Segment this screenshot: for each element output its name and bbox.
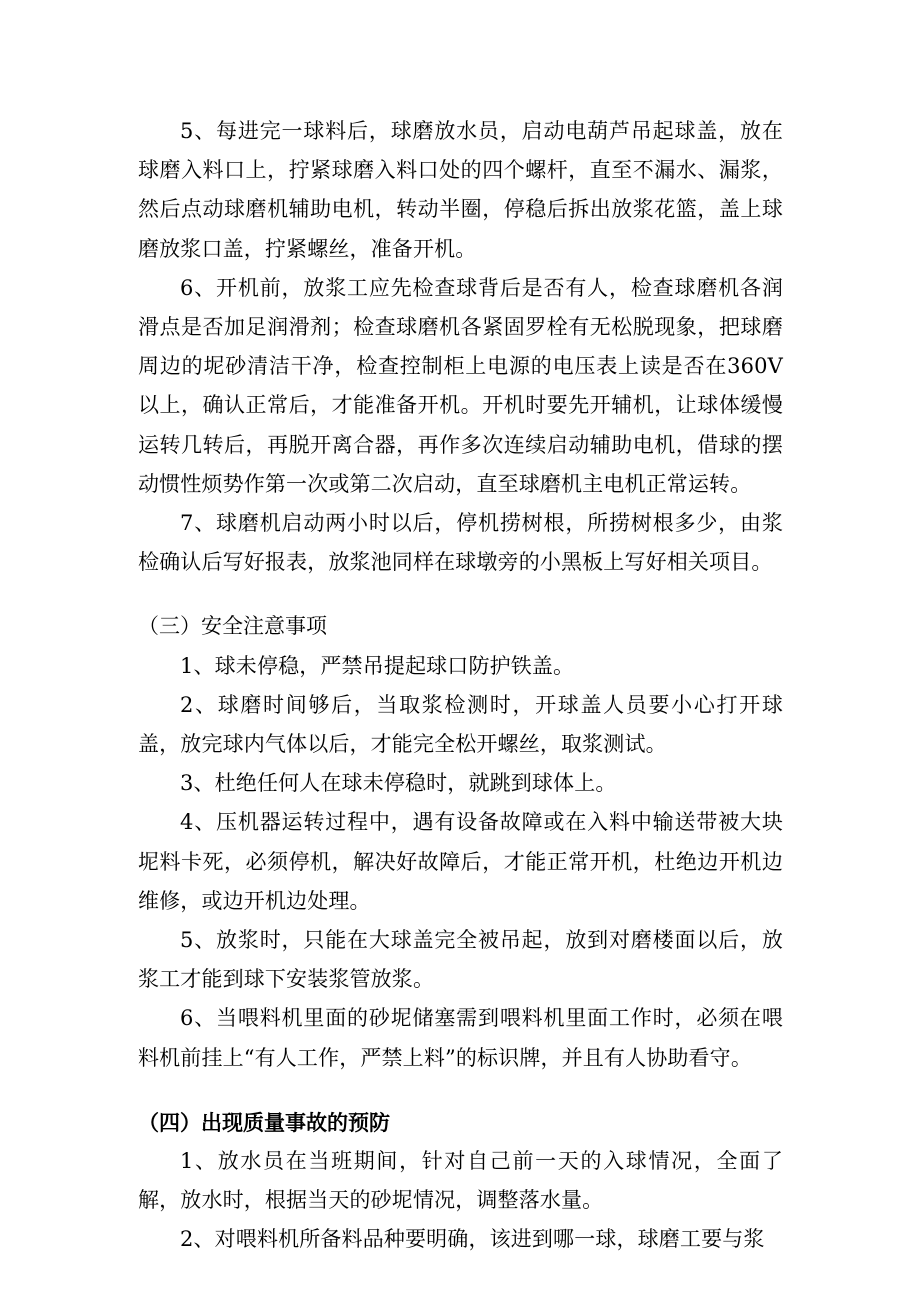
section4-heading: （四）出现质量事故的预防: [138, 1109, 390, 1135]
safety-item-6: 6、当喂料机里面的砂坭储塞需到喂料机里面工作时，必须在喂料机前挂上“有人工作，严禁上料”的标识牌，并且有人协助看守。: [138, 1006, 783, 1070]
document-page: [138, 112, 783, 1260]
section3-safety: [138, 607, 783, 1077]
safety-item-4: 4、压机器运转过程中，遇有设备故障或在入料中输送带被大块坭料卡死，必须停机，解决好故障后，才能正常开机，杜绝边开机边维修，或边开机边处理。: [138, 810, 783, 913]
paragraph-item-6: 6、开机前，放浆工应先检查球背后是否有人，检查球磨机各润滑点是否加足润滑剂；检查球磨机各紧固罗栓有无松脱现象，把球磨周边的坭砂清洁干净，检查控制柜上电源的电压表上读是否在360V以上，确认正常后，才能准备开机。开机时要先开辅机，让球体缓慢运转几转后，再脱开离合器，再作多次连续启动辅助电机，借球的摆动惯性烦势作第一次或第二次启动，直至球磨机主电机正常运转。: [138, 275, 783, 496]
safety-item-3: 3、杜绝任何人在球未停稳时，就跳到球体上。: [180, 771, 617, 796]
section-gap: [138, 582, 783, 607]
quality-item-2: 2、对喂料机所备料品种要明确，该进到哪一球，球磨工要与浆: [180, 1227, 765, 1252]
safety-item-5: 5、放浆时，只能在大球盖完全被吊起，放到对磨楼面以后，放浆工才能到球下安装浆管放浆。: [138, 928, 783, 992]
safety-item-1: 1、球未停稳，严禁吊提起球口防护铁盖。: [180, 653, 575, 678]
section-gap: [138, 1078, 783, 1103]
paragraph-item-5: 5、每进完一球料后，球磨放水员，启动电葫芦吊起球盖，放在球磨入料口上，拧紧球磨入料口处的四个螺杆，直至不漏水、漏浆，然后点动球磨机辅助电机，转动半圈，停稳后拆出放浆花篮，盖上球磨放浆口盖，拧紧螺丝，准备开机。: [138, 119, 783, 261]
safety-item-2: 2、球磨时间够后，当取浆检测时，开球盖人员要小心打开球盖，放完球内气体以后，才能完全松开螺丝，取浆测试。: [138, 692, 783, 757]
paragraph-item-7: 7、球磨机启动两小时以后，停机捞树根，所捞树根多少，由浆检确认后写好报表，放浆池同样在球墩旁的小黑板上写好相关项目。: [138, 511, 783, 575]
section3-heading: （三）安全注意事项: [138, 614, 327, 639]
quality-item-1: 1、放水员在当班期间，针对自己前一天的入球情况，全面了解，放水时，根据当天的砂坭情况，调整落水量。: [138, 1149, 783, 1213]
section2-continued: [138, 112, 783, 582]
section4-quality-prevention: [138, 1103, 783, 1260]
